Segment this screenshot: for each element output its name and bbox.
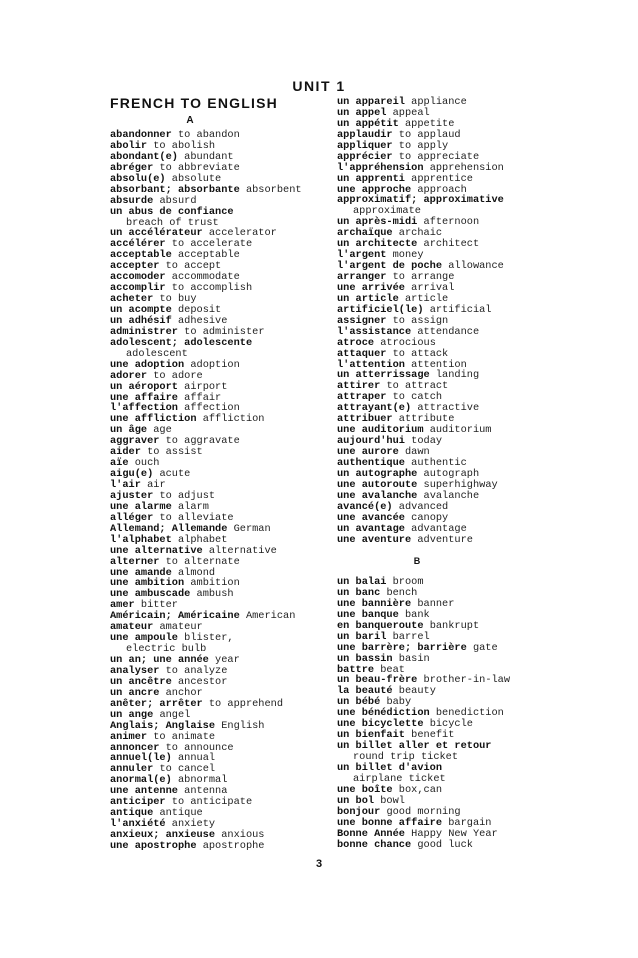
english-translation: to abolish bbox=[147, 139, 216, 152]
french-term: authentique bbox=[337, 456, 405, 469]
english-translation: anchor bbox=[159, 686, 203, 699]
french-term: un âge bbox=[110, 424, 148, 437]
french-term: une alarme bbox=[110, 500, 172, 513]
english-translation: good morning bbox=[380, 805, 461, 818]
french-term: l'air bbox=[110, 479, 141, 491]
glossary-entry bbox=[337, 840, 577, 851]
french-term: abréger bbox=[110, 161, 154, 174]
english-translation: bicycle bbox=[423, 718, 473, 731]
english-translation: to animate bbox=[147, 730, 216, 743]
french-term: anxieux; anxieuse bbox=[110, 829, 216, 841]
english-translation: auditorium bbox=[423, 424, 492, 437]
french-term: antique bbox=[110, 807, 154, 820]
french-term: alléger bbox=[110, 511, 154, 524]
french-term: une adoption bbox=[110, 358, 185, 371]
french-term: amer bbox=[110, 599, 135, 612]
french-term: une bonne affaire bbox=[337, 816, 443, 829]
english-translation: to abbreviate bbox=[153, 161, 240, 174]
french-term: absorbant; absorbante bbox=[110, 183, 240, 196]
english-translation: afternoon bbox=[417, 216, 480, 229]
english-translation: beauty bbox=[392, 685, 436, 698]
english-translation: alternative bbox=[202, 544, 277, 557]
french-term: analyser bbox=[110, 664, 160, 677]
english-translation: bargain bbox=[442, 816, 492, 829]
french-term: la beauté bbox=[337, 685, 393, 698]
glossary-entry bbox=[337, 535, 577, 546]
french-term: une boîte bbox=[337, 783, 393, 796]
french-term: une autoroute bbox=[337, 478, 418, 491]
french-term: l'affection bbox=[110, 402, 178, 415]
english-translation: acute bbox=[153, 468, 191, 481]
english-translation: alarm bbox=[171, 500, 209, 513]
english-translation: avalanche bbox=[417, 489, 480, 502]
english-translation: age bbox=[147, 424, 172, 437]
french-term: un bienfait bbox=[337, 729, 405, 742]
english-translation: ancestor bbox=[171, 675, 228, 688]
french-term: un apprenti bbox=[337, 172, 405, 185]
english-translation: to abandon bbox=[171, 129, 240, 141]
english-translation: beat bbox=[374, 663, 405, 676]
french-term: un abus de confiance bbox=[110, 205, 234, 218]
english-translation: today bbox=[404, 435, 443, 448]
english-translation: alphabet bbox=[171, 533, 228, 546]
english-translation: deposit bbox=[171, 304, 222, 316]
english-translation: banner bbox=[411, 597, 455, 610]
french-term: abandonner bbox=[110, 129, 172, 141]
french-term: un article bbox=[337, 292, 399, 305]
french-term: un acompte bbox=[110, 304, 172, 316]
french-term: un accélérateur bbox=[110, 227, 203, 240]
french-term: une bénédiction bbox=[337, 707, 430, 720]
french-term: acheter bbox=[110, 293, 154, 306]
french-term: un aéroport bbox=[110, 380, 178, 393]
french-term: battre bbox=[337, 663, 375, 676]
french-term: un ange bbox=[110, 708, 154, 721]
french-term: une ambuscade bbox=[110, 588, 191, 601]
french-term: anormal(e) bbox=[110, 774, 172, 787]
english-translation: acceptable bbox=[171, 249, 240, 262]
french-term: assigner bbox=[337, 314, 387, 327]
english-translation: advanced bbox=[392, 500, 449, 513]
english-translation: approach bbox=[411, 183, 467, 196]
french-term: aigu(e) bbox=[110, 468, 154, 481]
english-translation: abnormal bbox=[171, 774, 228, 787]
section-title: FRENCH TO ENGLISH bbox=[110, 95, 278, 111]
english-translation: bank bbox=[398, 608, 430, 621]
french-term: aïe bbox=[110, 457, 129, 470]
french-term: un appétit bbox=[337, 117, 399, 130]
english-translation: apprehension bbox=[423, 161, 504, 174]
french-term: une apostrophe bbox=[110, 839, 197, 852]
french-term: une ampoule bbox=[110, 632, 178, 645]
english-translation: article bbox=[398, 292, 449, 305]
french-term: attraper bbox=[337, 391, 387, 404]
english-translation: to attract bbox=[380, 380, 449, 393]
english-translation: to administer bbox=[177, 325, 265, 338]
french-term: accélérer bbox=[110, 238, 166, 251]
english-translation: adolescent bbox=[126, 347, 188, 360]
english-translation: bankrupt bbox=[423, 619, 480, 632]
french-term: Anglais; Anglaise bbox=[110, 719, 216, 732]
english-translation: approximate bbox=[353, 205, 421, 218]
english-translation: atrocious bbox=[374, 336, 436, 349]
french-term: une affaire bbox=[110, 391, 178, 404]
french-term: ajuster bbox=[110, 489, 154, 502]
english-translation: canopy bbox=[404, 511, 449, 524]
french-term: avancé(e) bbox=[337, 500, 393, 513]
english-translation: adhesive bbox=[171, 314, 228, 327]
french-term: un bol bbox=[337, 794, 375, 807]
french-term: un billet d'avion bbox=[337, 761, 443, 774]
french-term: une avancée bbox=[337, 511, 405, 524]
french-term: un banc bbox=[337, 586, 381, 599]
letter-b-heading: B bbox=[413, 556, 421, 566]
english-translation: antenna bbox=[177, 785, 228, 798]
french-term: Bonne Année bbox=[337, 827, 405, 840]
right-column-a bbox=[337, 97, 577, 545]
french-term: acceptable bbox=[110, 249, 172, 262]
english-translation: Happy New Year bbox=[404, 827, 498, 840]
english-translation: to accept bbox=[159, 260, 222, 273]
french-term: aggraver bbox=[110, 435, 160, 448]
french-term: bonne chance bbox=[337, 838, 412, 851]
english-translation: amateur bbox=[153, 621, 203, 634]
english-translation: barrel bbox=[386, 630, 430, 643]
french-term: une arrivée bbox=[337, 281, 405, 294]
french-term: absolu(e) bbox=[110, 172, 166, 185]
french-term: Allemand; Allemande bbox=[110, 522, 228, 535]
english-translation: blister, bbox=[177, 632, 234, 645]
french-term: un an; une année bbox=[110, 654, 209, 666]
french-term: adolescent; adolescente bbox=[110, 336, 253, 349]
english-translation: good luck bbox=[411, 838, 473, 851]
french-term: administrer bbox=[110, 325, 178, 338]
english-translation: appliance bbox=[404, 96, 467, 108]
french-term: attribuer bbox=[337, 413, 393, 426]
french-term: l'alphabet bbox=[110, 533, 172, 546]
french-term: un après-midi bbox=[337, 216, 418, 229]
english-translation: benediction bbox=[429, 707, 504, 720]
english-translation: airplane ticket bbox=[353, 772, 446, 785]
french-term: attirer bbox=[337, 380, 381, 393]
english-translation: allowance bbox=[442, 260, 504, 273]
english-translation: artificial bbox=[423, 303, 492, 316]
french-term: l'argent bbox=[337, 249, 387, 262]
english-translation: affliction bbox=[196, 413, 265, 426]
english-translation: appeal bbox=[386, 106, 430, 119]
english-translation: to accomplish bbox=[165, 282, 253, 295]
french-term: une antenne bbox=[110, 785, 178, 798]
french-term: bonjour bbox=[337, 805, 381, 818]
english-translation: archaic bbox=[392, 227, 443, 240]
english-translation: to apprehend bbox=[202, 697, 284, 710]
french-term: un bassin bbox=[337, 652, 393, 665]
french-term: l'anxiété bbox=[110, 818, 166, 831]
french-term: l'argent de poche bbox=[337, 260, 443, 273]
english-translation: ouch bbox=[128, 457, 160, 470]
english-translation: advantage bbox=[404, 522, 467, 535]
english-translation: to attack bbox=[386, 347, 449, 360]
english-translation: absolute bbox=[165, 172, 222, 185]
english-translation: arrival bbox=[404, 281, 455, 294]
french-term: un ancre bbox=[110, 686, 160, 699]
french-term: anêter; arrêter bbox=[110, 697, 203, 710]
english-translation: accelerator bbox=[202, 227, 277, 240]
french-term: une aurore bbox=[337, 446, 399, 458]
english-translation: angel bbox=[153, 708, 191, 721]
french-term: alterner bbox=[110, 555, 160, 568]
english-translation: annual bbox=[171, 752, 216, 765]
french-term: artificiel(le) bbox=[337, 303, 424, 316]
english-translation: to catch bbox=[386, 391, 443, 404]
french-term: une alternative bbox=[110, 544, 203, 557]
french-term: un appel bbox=[337, 106, 387, 119]
english-translation: money bbox=[386, 249, 424, 262]
french-term: un appareil bbox=[337, 96, 405, 108]
french-term: annoncer bbox=[110, 741, 160, 754]
english-translation: affection bbox=[177, 402, 240, 415]
french-term: une approche bbox=[337, 183, 412, 196]
french-term: en banqueroute bbox=[337, 619, 424, 632]
french-term: une banque bbox=[337, 608, 399, 621]
english-translation: superhighway bbox=[417, 478, 498, 491]
english-translation: dawn bbox=[398, 446, 430, 458]
french-term: absurde bbox=[110, 194, 154, 207]
english-translation: to assign bbox=[386, 314, 449, 327]
french-term: atroce bbox=[337, 336, 375, 349]
english-translation: to anticipate bbox=[165, 796, 253, 809]
english-translation: to cancel bbox=[153, 763, 216, 776]
french-term: l'attention bbox=[337, 358, 405, 371]
english-translation: benefit bbox=[404, 729, 455, 742]
english-translation: to buy bbox=[153, 293, 197, 306]
french-term: accomoder bbox=[110, 271, 166, 284]
english-translation: German bbox=[227, 522, 271, 535]
english-translation: broom bbox=[386, 576, 424, 588]
french-term: archaïque bbox=[337, 227, 393, 240]
english-translation: accommodate bbox=[165, 271, 240, 284]
english-translation: antique bbox=[153, 807, 203, 820]
letter-a-heading: A bbox=[186, 115, 194, 126]
french-term: attrayant(e) bbox=[337, 402, 412, 415]
english-translation: brother-in-law bbox=[417, 674, 511, 687]
english-translation: air bbox=[140, 479, 166, 491]
french-term: accomplir bbox=[110, 282, 166, 295]
english-translation: gate bbox=[466, 641, 498, 654]
unit-title: UNIT 1 bbox=[292, 78, 346, 94]
english-translation: to applaud bbox=[392, 128, 461, 141]
english-translation: attribute bbox=[392, 413, 455, 426]
page-number: 3 bbox=[315, 858, 323, 870]
english-translation: American bbox=[239, 610, 296, 623]
french-term: un balai bbox=[337, 576, 387, 588]
english-translation: bench bbox=[380, 586, 418, 599]
french-term: l'assistance bbox=[337, 325, 412, 338]
french-term: une affliction bbox=[110, 413, 197, 426]
french-term: appliquer bbox=[337, 139, 393, 152]
english-translation: ambush bbox=[190, 588, 234, 601]
english-translation: baby bbox=[380, 696, 412, 709]
french-term: une avalanche bbox=[337, 489, 418, 502]
english-translation: English bbox=[215, 719, 265, 732]
french-term: Américain; Américaine bbox=[110, 610, 240, 623]
english-translation: attractive bbox=[411, 402, 480, 415]
english-translation: bowl bbox=[374, 794, 405, 807]
english-translation: adoption bbox=[184, 358, 240, 371]
french-term: abolir bbox=[110, 139, 148, 152]
french-term: accepter bbox=[110, 260, 160, 273]
english-translation: to accelerate bbox=[165, 238, 253, 251]
english-translation: appetite bbox=[398, 117, 455, 130]
right-column-b bbox=[337, 577, 577, 850]
french-term: attaquer bbox=[337, 347, 387, 360]
english-translation: ambition bbox=[184, 577, 240, 590]
english-translation: affair bbox=[177, 391, 222, 404]
english-translation: anxious bbox=[215, 829, 265, 841]
french-term: un beau-frère bbox=[337, 674, 418, 687]
english-translation: attention bbox=[404, 358, 467, 371]
glossary-entry bbox=[110, 841, 325, 852]
english-translation: abundant bbox=[177, 150, 234, 163]
french-term: annuler bbox=[110, 763, 154, 776]
french-term: une ambition bbox=[110, 577, 185, 590]
french-term: une barrère; barrière bbox=[337, 641, 467, 654]
french-term: aider bbox=[110, 446, 141, 459]
english-translation: absurd bbox=[153, 194, 197, 207]
french-term: apprécier bbox=[337, 150, 393, 163]
french-term: une bicyclette bbox=[337, 718, 424, 731]
french-term: un atterrissage bbox=[337, 369, 430, 382]
english-translation: to arrange bbox=[386, 271, 455, 283]
french-term: un billet aller et retour bbox=[337, 740, 492, 753]
english-translation: almond bbox=[171, 566, 216, 579]
french-term: un adhésif bbox=[110, 314, 172, 327]
english-translation: adventure bbox=[411, 533, 473, 546]
french-term: arranger bbox=[337, 271, 387, 283]
french-term: animer bbox=[110, 730, 148, 743]
french-term: approximatif; approximative bbox=[337, 194, 504, 207]
english-translation: attendance bbox=[411, 325, 480, 338]
english-translation: anxiety bbox=[165, 818, 216, 831]
french-term: applaudir bbox=[337, 128, 393, 141]
french-term: aujourd'hui bbox=[337, 435, 405, 448]
french-term: un avantage bbox=[337, 522, 405, 535]
french-term: annuel(le) bbox=[110, 752, 172, 765]
french-term: un baril bbox=[337, 630, 387, 643]
french-term: un autographe bbox=[337, 467, 418, 480]
english-translation: to adjust bbox=[153, 489, 216, 502]
french-term: une bannière bbox=[337, 597, 412, 610]
english-translation: apostrophe bbox=[196, 839, 265, 852]
french-term: amateur bbox=[110, 621, 154, 634]
english-translation: to alternate bbox=[159, 555, 240, 568]
french-term: un bébé bbox=[337, 696, 381, 709]
english-translation: airport bbox=[177, 380, 228, 393]
english-translation: basin bbox=[392, 652, 430, 665]
english-translation: electric bulb bbox=[126, 643, 207, 656]
french-term: adorer bbox=[110, 369, 148, 382]
english-translation: to assist bbox=[140, 446, 203, 459]
left-column bbox=[110, 130, 325, 852]
english-translation: architect bbox=[417, 238, 480, 251]
french-term: abondant(e) bbox=[110, 150, 178, 163]
english-translation: year bbox=[208, 654, 240, 666]
english-translation: landing bbox=[429, 369, 480, 382]
english-translation: to alleviate bbox=[153, 511, 234, 524]
english-translation: box,can bbox=[392, 783, 443, 796]
french-term: l'appréhension bbox=[337, 161, 424, 174]
french-term: une aventure bbox=[337, 533, 412, 546]
english-translation: to announce bbox=[159, 741, 234, 754]
french-term: un architecte bbox=[337, 238, 418, 251]
french-term: un ancêtre bbox=[110, 675, 172, 688]
french-term: une auditorium bbox=[337, 424, 424, 437]
english-translation: bitter bbox=[134, 599, 178, 612]
english-translation: autograph bbox=[417, 467, 480, 480]
english-translation: to adore bbox=[147, 369, 203, 382]
english-translation: breach of trust bbox=[126, 216, 219, 229]
french-term: une amande bbox=[110, 566, 172, 579]
english-translation: to analyze bbox=[159, 664, 228, 677]
english-translation: authentic bbox=[404, 456, 467, 469]
english-translation: to appreciate bbox=[392, 150, 480, 163]
english-translation: to apply bbox=[392, 139, 449, 152]
english-translation: absorbent bbox=[239, 183, 302, 196]
english-translation: round trip ticket bbox=[353, 751, 459, 763]
english-translation: apprentice bbox=[404, 172, 473, 185]
french-term: anticiper bbox=[110, 796, 166, 809]
english-translation: to aggravate bbox=[159, 435, 240, 448]
